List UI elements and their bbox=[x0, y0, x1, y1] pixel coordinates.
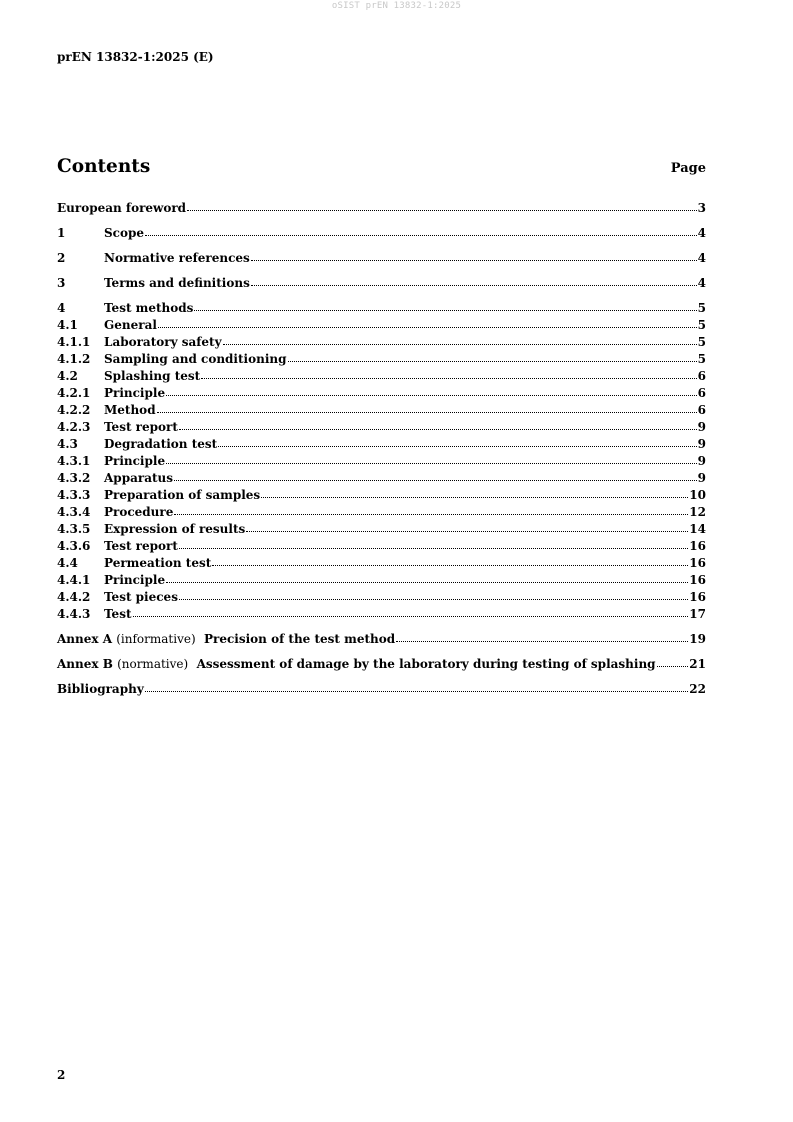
toc-entry-4-1-2[interactable] bbox=[57, 351, 706, 368]
toc-entry-4-3-2[interactable] bbox=[57, 470, 706, 487]
toc-entry-title: Principle bbox=[104, 386, 166, 400]
toc-entry-number: 4.3.1 bbox=[57, 454, 91, 468]
toc-entry-terms-definitions[interactable] bbox=[57, 275, 706, 292]
annex-title: Assessment of damage by the laboratory during testing of splashing bbox=[196, 657, 656, 671]
toc-entry-number: 4 bbox=[57, 301, 66, 315]
toc-entry-number: 4.3 bbox=[57, 437, 78, 451]
toc-entry-4-3-6[interactable] bbox=[57, 538, 706, 555]
toc-entry-title: Laboratory safety bbox=[104, 335, 222, 349]
watermark: oSIST prEN 13832-1:2025 bbox=[331, 1, 462, 11]
toc-entry-title: Splashing test bbox=[104, 369, 201, 383]
toc-entry-title: Procedure bbox=[104, 505, 174, 519]
toc-entry-number: 4.4 bbox=[57, 556, 78, 570]
annex-title: Precision of the test method bbox=[204, 632, 396, 646]
toc-entry-page: 19 bbox=[689, 632, 706, 646]
toc-entry-page: 21 bbox=[689, 657, 706, 671]
toc-entry-number: 2 bbox=[57, 251, 66, 265]
toc-entry-number: 4.2 bbox=[57, 369, 78, 383]
toc-entry-title: Principle bbox=[104, 454, 166, 468]
toc-entry-title: Method bbox=[104, 403, 156, 417]
toc-entry-number: 4.3.6 bbox=[57, 539, 91, 553]
toc-entry-4-3-5[interactable] bbox=[57, 521, 706, 538]
toc-entry-page: 9 bbox=[697, 437, 706, 451]
toc-entry-number: 4.2.3 bbox=[57, 420, 91, 434]
toc-entry-title: Test bbox=[104, 607, 132, 621]
toc-entry-title: Terms and definitions bbox=[104, 276, 250, 290]
toc-entry-number: 1 bbox=[57, 226, 66, 240]
toc-entry-4-4-2[interactable] bbox=[57, 589, 706, 606]
toc-entry-page: 9 bbox=[697, 454, 706, 468]
toc-entry-page: 4 bbox=[697, 276, 706, 290]
toc-entry-title: Principle bbox=[104, 573, 166, 587]
contents-heading bbox=[57, 156, 706, 182]
toc-entry-number: 4.2.1 bbox=[57, 386, 91, 400]
toc-entry-number: 4.1.1 bbox=[57, 335, 91, 349]
toc-entry-4-3[interactable] bbox=[57, 436, 706, 453]
toc-entry-page: 4 bbox=[697, 226, 706, 240]
toc-entry-annex-a[interactable] bbox=[57, 631, 706, 648]
toc-entry-number: 4.1 bbox=[57, 318, 78, 332]
toc-entry-title: Test pieces bbox=[104, 590, 178, 604]
toc-entry-page: 9 bbox=[697, 471, 706, 485]
toc-entry-page: 16 bbox=[689, 539, 706, 553]
toc-entry-4-2-3[interactable] bbox=[57, 419, 706, 436]
toc-entry-title: Preparation of samples bbox=[104, 488, 261, 502]
toc-entry-title: Test report bbox=[104, 420, 178, 434]
toc-entry-page: 3 bbox=[697, 201, 706, 215]
toc-entry-test-methods[interactable] bbox=[57, 300, 706, 317]
toc-entry-title: European foreword bbox=[57, 201, 187, 215]
toc-entry-4-2-1[interactable] bbox=[57, 385, 706, 402]
page-number: 2 bbox=[57, 1068, 66, 1082]
annex-type: (informative) bbox=[116, 632, 196, 646]
toc-entry-number: 4.3.5 bbox=[57, 522, 91, 536]
toc-entry-scope[interactable] bbox=[57, 225, 706, 242]
toc-entry-page: 6 bbox=[697, 386, 706, 400]
toc-entry-page: 16 bbox=[689, 573, 706, 587]
annex-label: Annex A bbox=[57, 632, 113, 646]
toc-entry-number: 4.4.2 bbox=[57, 590, 91, 604]
toc-entry-4-4-1[interactable] bbox=[57, 572, 706, 589]
toc-entry-4-3-1[interactable] bbox=[57, 453, 706, 470]
toc-entry-normative-references[interactable] bbox=[57, 250, 706, 267]
toc-entry-4-1[interactable] bbox=[57, 317, 706, 334]
toc-entry-4-4-3[interactable] bbox=[57, 606, 706, 623]
document-id: prEN 13832-1:2025 (E) bbox=[57, 50, 214, 64]
toc-entry-4-1-1[interactable] bbox=[57, 334, 706, 351]
toc-entry-foreword[interactable] bbox=[57, 200, 706, 217]
toc-entry-4-3-4[interactable] bbox=[57, 504, 706, 521]
toc-entry-number: 4.3.4 bbox=[57, 505, 91, 519]
contents-title: Contents bbox=[57, 156, 151, 177]
toc-entry-number: 4.3.3 bbox=[57, 488, 91, 502]
toc-entry-title: Expression of results bbox=[104, 522, 246, 536]
toc-entry-page: 5 bbox=[697, 335, 706, 349]
toc-entry-4-2[interactable] bbox=[57, 368, 706, 385]
toc-entry-page: 10 bbox=[689, 488, 706, 502]
toc-entry-number: 4.1.2 bbox=[57, 352, 91, 366]
toc-entry-bibliography[interactable] bbox=[57, 681, 706, 698]
toc-entry-number: 4.2.2 bbox=[57, 403, 91, 417]
toc-entry-title: Test report bbox=[104, 539, 178, 553]
toc-entry-page: 14 bbox=[689, 522, 706, 536]
toc-entry-page: 6 bbox=[697, 403, 706, 417]
toc-entry-title: Scope bbox=[104, 226, 145, 240]
toc-entry-page: 4 bbox=[697, 251, 706, 265]
toc-entry-page: 6 bbox=[697, 369, 706, 383]
page-column-label: Page bbox=[670, 161, 706, 176]
toc-entry-number: 3 bbox=[57, 276, 66, 290]
toc-entry-page: 16 bbox=[689, 556, 706, 570]
toc-entry-number: 4.4.3 bbox=[57, 607, 91, 621]
toc-entry-page: 17 bbox=[689, 607, 706, 621]
toc-entry-number: 4.4.1 bbox=[57, 573, 91, 587]
toc-entry-title: Bibliography bbox=[57, 682, 144, 696]
toc-entry-page: 12 bbox=[689, 505, 706, 519]
toc-entry-annex-b[interactable] bbox=[57, 656, 706, 673]
annex-label: Annex B bbox=[57, 657, 113, 671]
annex-type: (normative) bbox=[117, 657, 189, 671]
toc-entry-page: 22 bbox=[689, 682, 706, 696]
toc-entry-title: Sampling and conditioning bbox=[104, 352, 287, 366]
toc-entry-page: 5 bbox=[697, 301, 706, 315]
toc-entry-4-4[interactable] bbox=[57, 555, 706, 572]
toc-entry-title: Test methods bbox=[104, 301, 194, 315]
toc-entry-page: 9 bbox=[697, 420, 706, 434]
toc-entry-title: General bbox=[104, 318, 157, 332]
toc-entry-title: Degradation test bbox=[104, 437, 218, 451]
toc-entry-4-2-2[interactable] bbox=[57, 402, 706, 419]
table-of-contents bbox=[57, 200, 706, 698]
toc-entry-page: 5 bbox=[697, 318, 706, 332]
toc-entry-4-3-3[interactable] bbox=[57, 487, 706, 504]
toc-entry-title: Normative references bbox=[104, 251, 250, 265]
toc-entry-page: 5 bbox=[697, 352, 706, 366]
toc-entry-title: Permeation test bbox=[104, 556, 212, 570]
toc-entry-page: 16 bbox=[689, 590, 706, 604]
toc-entry-title: Apparatus bbox=[104, 471, 173, 485]
toc-entry-number: 4.3.2 bbox=[57, 471, 91, 485]
